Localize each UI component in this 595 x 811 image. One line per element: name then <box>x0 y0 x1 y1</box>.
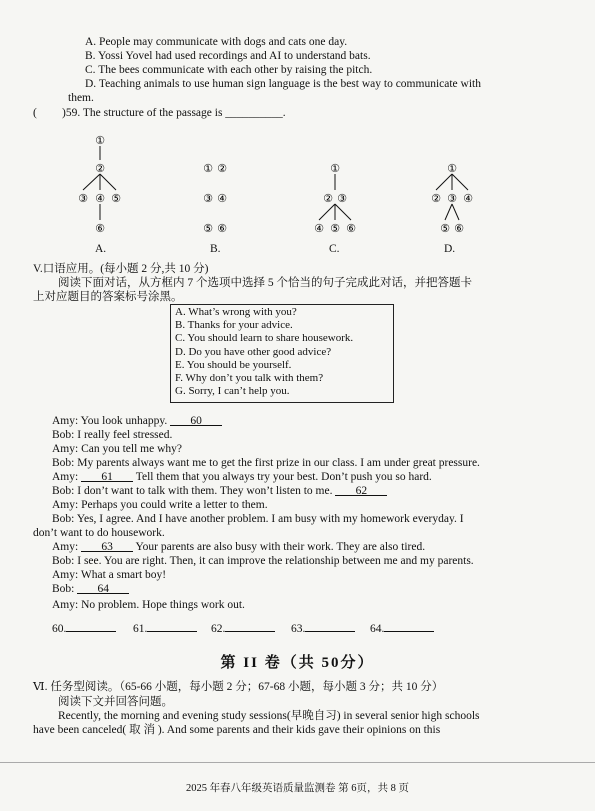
section-6-title: Ⅵ. 任务型阅读。（65-66 小题，每小题 2 分；67-68 小题，每小题 3 分；共 10 分） <box>33 681 444 693</box>
node-6: ⑥ <box>346 222 356 235</box>
option-a: A. What’s wrong with you? <box>175 306 297 318</box>
answer-61[interactable]: 61. <box>133 621 197 635</box>
q58-option-b: B. Yossi Yovel had used recordings and AI to understand bats. <box>85 50 371 62</box>
blank-62[interactable]: 62 <box>335 484 387 496</box>
node-2: ② <box>323 192 333 205</box>
option-d: D. Do you have other good advice? <box>175 345 332 358</box>
option-e: E. You should be yourself. <box>175 358 292 371</box>
dialogue-line: Amy: No problem. Hope things work out. <box>52 599 245 611</box>
node-4: ④ <box>217 192 227 205</box>
options-box <box>170 304 394 403</box>
q59-stem: )59. The structure of the passage is __________. <box>62 107 286 119</box>
q58-option-d-cont: them. <box>68 92 94 104</box>
section-6-instruction: 阅读下文并回答问题。 <box>58 696 173 708</box>
node-5: ⑤ <box>440 222 450 235</box>
node-1: ① <box>95 134 105 147</box>
node-6: ⑥ <box>217 222 227 235</box>
node-1: ① <box>203 162 213 175</box>
q59-paren: ( <box>33 107 37 119</box>
node-4: ④ <box>314 222 324 235</box>
structure-diagram-d <box>422 130 482 240</box>
section-5-instruction-cont: 上对应题目的答案标号涂黑。 <box>33 291 183 303</box>
dialogue-line: don’t want to do housework. <box>33 527 165 539</box>
diagram-label-a: A. <box>95 243 107 255</box>
dialogue-line: Bob: I see. You are right. Then, it can improve the relationship between me and my parents. <box>52 555 474 567</box>
blank-64[interactable]: 64 <box>77 582 129 594</box>
dialogue-line: Amy: Can you tell me why? <box>52 443 182 455</box>
answer-62[interactable]: 62. <box>211 621 275 635</box>
node-3: ③ <box>337 192 347 205</box>
dialogue-line: Amy: Perhaps you could write a letter to them. <box>52 499 268 511</box>
dialogue-line: Amy: 63 Your parents are also busy with their work. They are also tired. <box>52 541 426 553</box>
passage-line: have been canceled( 取 消 ). And some parents and their kids gave their opinions on this <box>33 724 441 736</box>
node-5: ⑤ <box>111 192 121 205</box>
q58-option-c: C. The bees communicate with each other by raising the pitch. <box>85 64 373 76</box>
dialogue-line: Bob: My parents always want me to get the first prize in our class. I am under great pressure. <box>52 457 480 469</box>
section-5-instruction: 阅读下面对话，从方框内 7 个选项中选择 5 个恰当的句子完成此对话，并把答题卡 <box>58 277 472 289</box>
diagram-label-d: D. <box>444 243 456 255</box>
dialogue-line: Bob: I don’t want to talk with them. They won’t listen to me. 62 <box>52 484 387 498</box>
node-5: ⑤ <box>330 222 340 235</box>
q58-option-d: D. Teaching animals to use human sign language is the best way to communicate with <box>85 78 481 90</box>
dialogue-line: Amy: 61 Tell them that you always try your best. Don’t push you so hard. <box>52 471 432 483</box>
node-6: ⑥ <box>454 222 464 235</box>
structure-diagram-c <box>305 130 365 240</box>
blank-61[interactable]: 61 <box>81 470 133 482</box>
dialogue-line: Amy: You look unhappy. 60 <box>52 414 222 428</box>
diagram-label-c: C. <box>329 243 340 255</box>
q58-option-a: A. People may communicate with dogs and cats one day. <box>85 36 348 48</box>
blank-63[interactable]: 63 <box>81 540 133 552</box>
node-6: ⑥ <box>95 222 105 235</box>
structure-diagram-b <box>185 130 245 240</box>
dialogue-line: Bob: 64 <box>52 582 129 596</box>
node-4: ④ <box>95 192 105 205</box>
page-footer: 2025 年春八年级英语质量监测卷 第 6页，共 8 页 <box>185 783 410 794</box>
answer-60[interactable]: 60. <box>52 621 116 635</box>
node-1: ① <box>330 162 340 175</box>
dialogue-line: Bob: I really feel stressed. <box>52 429 173 441</box>
dialogue-line: Amy: What a smart boy! <box>52 569 167 581</box>
node-2: ② <box>431 192 441 205</box>
blank-60[interactable]: 60 <box>170 414 222 426</box>
node-5: ⑤ <box>203 222 213 235</box>
option-f: F. Why don’t you talk with them? <box>175 372 324 385</box>
dialogue-line: Bob: Yes, I agree. And I have another problem. I am busy with my homework everyday. I <box>52 513 464 525</box>
passage-line: Recently, the morning and evening study sessions(早晚自习) in several senior high schools <box>58 710 480 722</box>
option-c: C. You should learn to share housework. <box>175 332 354 345</box>
node-3: ③ <box>203 192 213 205</box>
node-2: ② <box>217 162 227 175</box>
section-5-title: V.口语应用。(每小题 2 分,共 10 分) <box>33 263 209 275</box>
node-3: ③ <box>447 192 457 205</box>
node-2: ② <box>95 162 105 175</box>
answer-63[interactable]: 63. <box>291 621 355 635</box>
answer-64[interactable]: 64. <box>370 621 434 635</box>
footer-divider <box>0 762 595 763</box>
node-4: ④ <box>463 192 473 205</box>
option-g: G. Sorry, I can’t help you. <box>175 385 290 398</box>
node-3: ③ <box>78 192 88 205</box>
part-2-title: 第 II 卷（共 50分） <box>220 655 375 671</box>
option-b: B. Thanks for your advice. <box>175 319 293 332</box>
structure-diagram-a <box>70 130 130 240</box>
node-1: ① <box>447 162 457 175</box>
diagram-label-b: B. <box>210 243 221 255</box>
